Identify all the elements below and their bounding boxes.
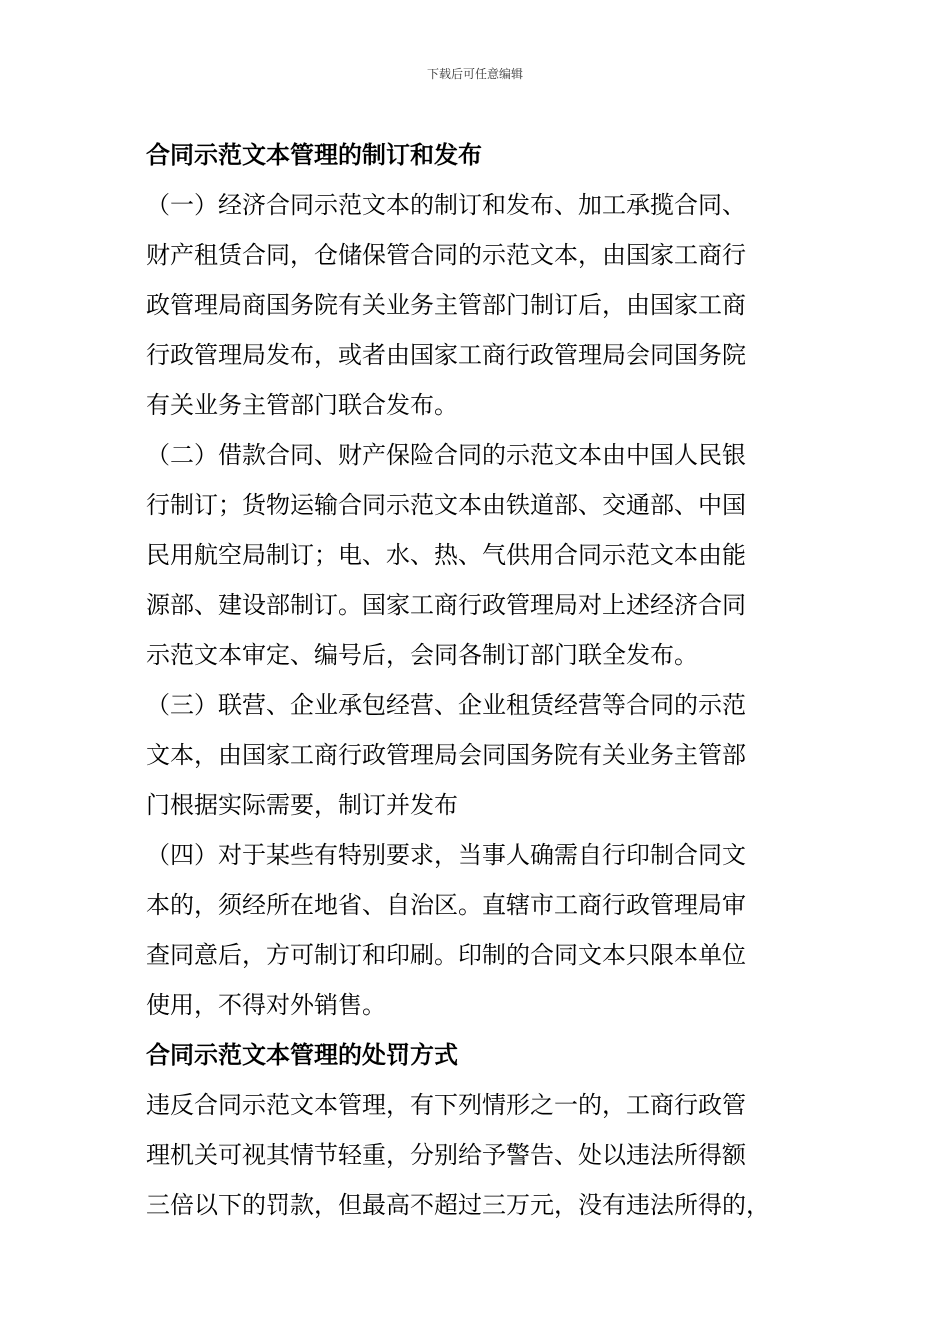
paragraph-item-3 — [146, 680, 806, 830]
text-line: 三倍以下的罚款，但最高不超过三万元，没有违法所得的， — [146, 1191, 770, 1219]
text-line: 示范文本审定、编号后，会同各制订部门联全发布。 — [146, 641, 698, 669]
text-line: （一）经济合同示范文本的制订和发布、加工承揽合同、 — [146, 191, 746, 219]
text-line: （四）对于某些有特别要求，当事人确需自行印制合同文 — [146, 841, 746, 869]
text-line: 源部、建设部制订。国家工商行政管理局对上述经济合同 — [146, 591, 746, 619]
text-line: 本的，须经所在地省、自治区。直辖市工商行政管理局审 — [146, 891, 746, 919]
text-line: 行政管理局发布，或者由国家工商行政管理局会同国务院 — [146, 341, 746, 369]
text-line: （二）借款合同、财产保险合同的示范文本由中国人民银 — [146, 441, 746, 469]
paragraph-penalties — [146, 1080, 806, 1230]
section-heading: 合同示范文本管理的处罚方式 — [146, 1041, 458, 1069]
text-line: 政管理局商国务院有关业务主管部门制订后，由国家工商 — [146, 291, 746, 319]
section-heading: 合同示范文本管理的制订和发布 — [146, 141, 482, 169]
text-line: 民用航空局制订；电、水、热、气供用合同示范文本由能 — [146, 541, 746, 569]
text-line: 门根据实际需要，制订并发布 — [146, 791, 458, 819]
text-line: 违反合同示范文本管理，有下列情形之一的，工商行政管 — [146, 1091, 746, 1119]
text-line: 理机关可视其情节轻重，分别给予警告、处以违法所得额 — [146, 1141, 746, 1169]
section-drafting-and-publishing — [146, 130, 806, 1030]
text-line: 行制订；货物运输合同示范文本由铁道部、交通部、中国 — [146, 491, 746, 519]
text-line: 有关业务主管部门联合发布。 — [146, 391, 458, 419]
text-line: （三）联营、企业承包经营、企业租赁经营等合同的示范 — [146, 691, 746, 719]
paragraph-item-1 — [146, 180, 806, 430]
header-note: 下载后可任意编辑 — [426, 67, 523, 81]
text-line: 财产租赁合同，仓储保管合同的示范文本，由国家工商行 — [146, 241, 746, 269]
document-body — [146, 130, 806, 1230]
paragraph-item-4 — [146, 830, 806, 1030]
text-line: 使用，不得对外销售。 — [146, 991, 386, 1019]
text-line: 查同意后，方可制订和印刷。印制的合同文本只限本单位 — [146, 941, 746, 969]
paragraph-item-2 — [146, 430, 806, 680]
section-penalties — [146, 1030, 806, 1230]
text-line: 文本，由国家工商行政管理局会同国务院有关业务主管部 — [146, 741, 746, 769]
